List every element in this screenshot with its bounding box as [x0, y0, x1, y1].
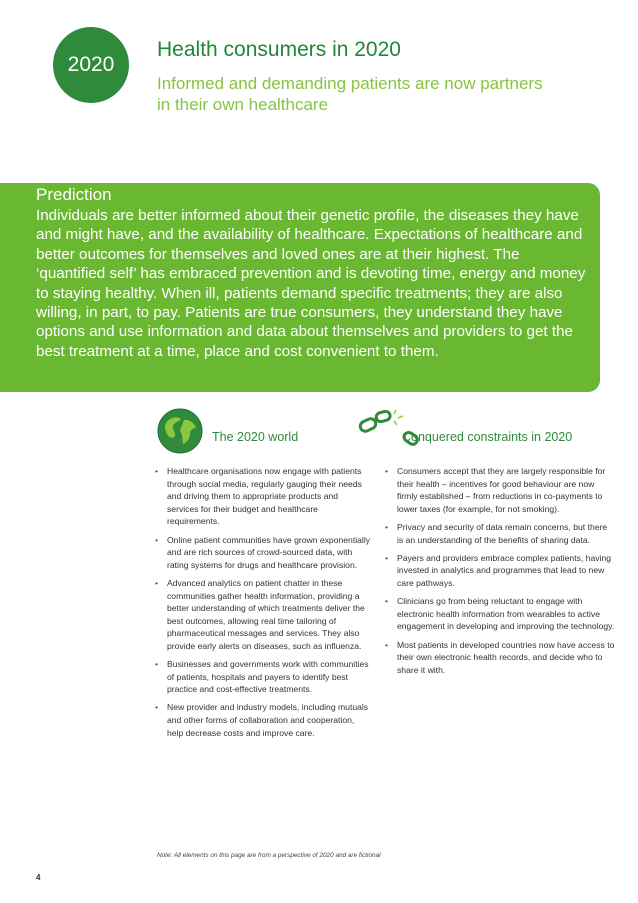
globe-icon	[157, 408, 203, 454]
prediction-text: Individuals are better informed about their genetic profile, the diseases they have and might have, and the availability of healthcare. Expectations of healthcare and better outcomes for themselves and loved ones are at their highest. The ‘quantified self’ has embraced prevention and is devoting time, energy and money to staying healthy. When ill, patients demand specific treatments; they are also willing, in part, to pay. Patients are true consumers, they understand they have options and use information and data about themselves and providers to get the best treatment at a time, place and cost convenient to them.	[36, 207, 586, 360]
world-list-item: • Advanced analytics on patient chatter in these communities gather health information, providing a better understanding of which treatments deliver the best outcomes, allowing real time tailoring of pharmaceutical messages and services. They also provide early alerts on diseases, such as influenza.	[153, 577, 371, 653]
footnote: Note: All elements on this page are from a perspective of 2020 and are fictional	[157, 852, 381, 859]
constraints-heading: Conquered constraints in 2020	[402, 430, 573, 444]
page-title: Health consumers in 2020	[157, 38, 401, 61]
prediction-banner	[0, 183, 600, 392]
world-list-item: • Online patient communities have grown exponentially and are rich sources of crowd-sourced data, with rating systems for drugs and healthcare provision.	[153, 534, 371, 572]
constraints-list-item: • Most patients in developed countries now have access to their own electronic health records, and decide who to share it with.	[383, 639, 615, 677]
constraints-list-item: • Privacy and security of data remain concerns, but there is an understanding of the benefits of sharing data.	[383, 521, 615, 546]
page-subtitle: Informed and demanding patients are now partners in their own healthcare	[157, 74, 543, 114]
constraints-list-item: • Consumers accept that they are largely responsible for their health – incentives for good behaviour are now firmly established – from reductions in co-payments to lower taxes (for example, for not smoking).	[383, 465, 615, 515]
year-badge-label: 2020	[67, 53, 115, 76]
constraints-list	[383, 465, 615, 682]
world-heading: The 2020 world	[212, 430, 299, 444]
world-list-item: • Healthcare organisations now engage with patients through social media, regularly gauging their needs and driving them to appropriate products and services for their budget and healthcare requirements.	[153, 465, 371, 528]
constraints-list-item: • Payers and providers embrace complex patients, having invested in analytics and programmes that lead to new care pathways.	[383, 552, 615, 590]
world-list	[153, 465, 371, 745]
year-badge	[53, 27, 129, 103]
prediction-label: Prediction	[36, 185, 112, 204]
world-list-item: • Businesses and governments work with communities of patients, hospitals and payers to identify best practice and cost-effective treatments.	[153, 658, 371, 696]
world-list-item: • New provider and industry models, including mutuals and other forms of collaboration and cooperation, help decrease costs and improve care.	[153, 701, 371, 739]
constraints-list-item: • Clinicians go from being reluctant to engage with electronic health information from wearables to active engagement in developing and improving the technology.	[383, 595, 615, 633]
page-number: 4	[36, 873, 41, 882]
